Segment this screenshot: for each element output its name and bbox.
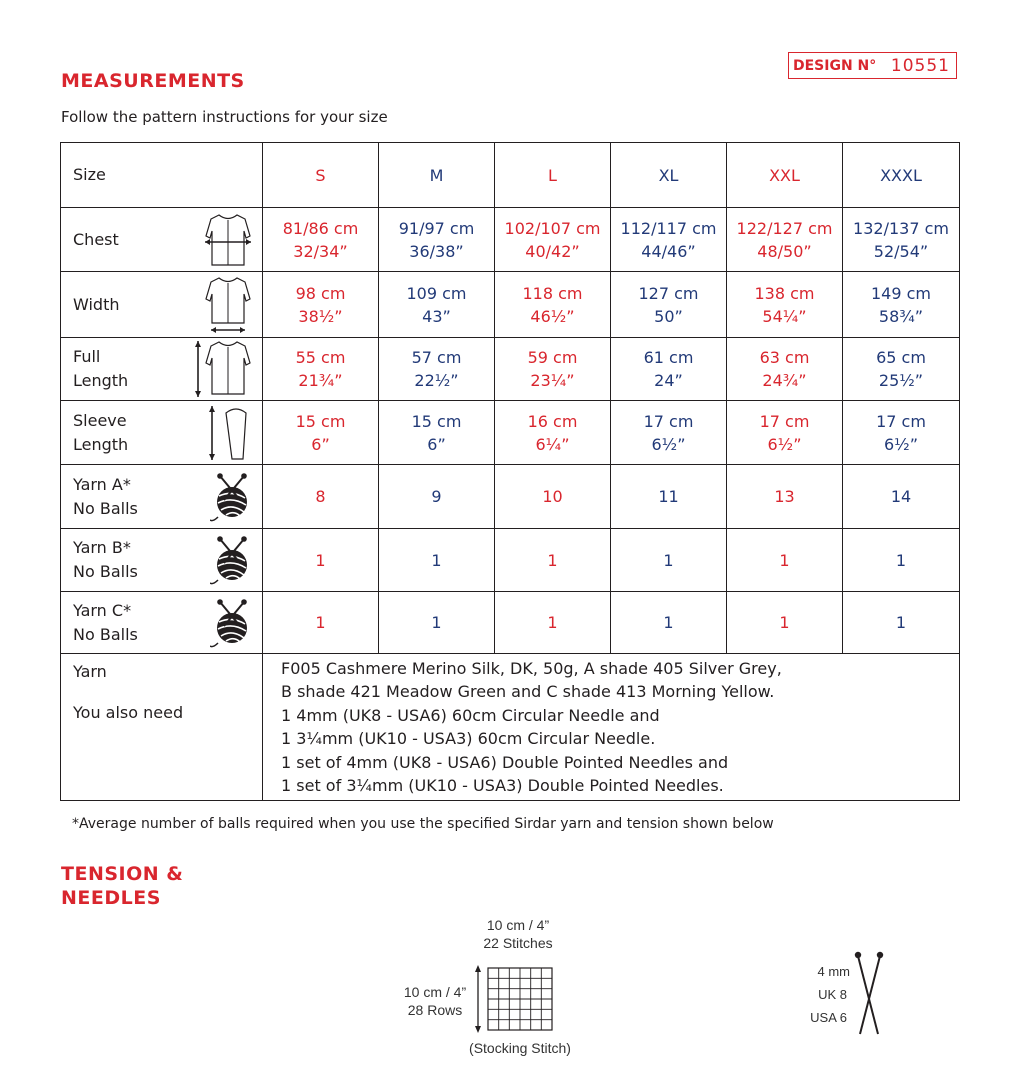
yarn-c-row <box>61 592 960 654</box>
row-label: Width <box>73 294 120 314</box>
yarn-c-m: 1 <box>379 592 495 654</box>
chest-diagram-icon <box>202 212 254 268</box>
yarn-details-row <box>61 654 960 801</box>
needle-mm-label: 4 mm <box>817 964 850 979</box>
yarn-label-cell <box>61 654 263 801</box>
row-label: Yarn B* <box>73 538 131 557</box>
yarn-line: 1 3¼mm (UK10 - USA3) 60cm Circular Needle. <box>281 729 656 748</box>
design-number-box <box>788 52 957 79</box>
yarn-c-s: 1 <box>263 592 379 654</box>
sleeve-length-diagram-icon <box>202 403 254 463</box>
yarn-c-l: 1 <box>495 592 611 654</box>
yarn-b-l: 1 <box>495 529 611 592</box>
row-label: Length <box>73 371 129 390</box>
measurements-heading: MEASUREMENTS <box>61 70 245 92</box>
yarn-a-l: 10 <box>495 465 611 529</box>
row-label: Full <box>73 347 101 366</box>
row-label: Yarn A* <box>73 474 131 494</box>
yarn-b-xxxl: 1 <box>843 529 960 592</box>
width-diagram-icon <box>202 275 254 335</box>
chest-xxl-cm: 122/127 cm <box>736 218 833 238</box>
sleeve-l-cm: 16 cm <box>527 411 578 431</box>
needle-uk-label: UK 8 <box>818 987 847 1002</box>
tension-heading-line: TENSION & <box>61 863 184 885</box>
row-label-cell <box>61 592 263 654</box>
chest-l-cm: 102/107 cm <box>504 218 601 238</box>
row-label-cell <box>61 208 263 272</box>
width-l-cm: 118 cm <box>522 283 583 303</box>
chest-xxxl-cm: 132/137 cm <box>853 218 949 238</box>
yarn-a-m: 9 <box>379 465 495 529</box>
chest-row <box>61 208 960 272</box>
stitch-type-label: (Stocking Stitch) <box>469 1040 571 1056</box>
row-label-cell <box>61 529 263 592</box>
full-length-l-cm: 59 cm <box>527 348 578 367</box>
yarn-b-m: 1 <box>379 529 495 592</box>
chest-xxxl-in: 52/54” <box>873 241 929 261</box>
width-m-in: 43” <box>422 306 451 326</box>
row-label-cell <box>61 338 263 401</box>
chest-m-cm: 91/97 cm <box>398 218 475 238</box>
size-header-xxxl: XXXL <box>843 143 960 208</box>
tension-rows-label: 28 Rows <box>407 1002 463 1018</box>
width-row <box>61 272 960 338</box>
full-length-xxl-cm: 63 cm <box>759 348 810 367</box>
tension-heading <box>61 862 183 910</box>
chest-l-in: 40/42” <box>525 241 580 261</box>
chest-s-cm: 81/86 cm <box>282 218 359 238</box>
sleeve-length-row <box>61 401 960 465</box>
yarn-line: 1 set of 4mm (UK8 - USA6) Double Pointed Needles and <box>281 752 729 772</box>
tension-heading-line: NEEDLES <box>61 887 161 909</box>
yarn-a-xxxl: 14 <box>843 465 960 529</box>
sleeve-xxxl-cm: 17 cm <box>876 411 926 431</box>
yarn-line: B shade 421 Meadow Green and C shade 413 Morning Yellow. <box>281 682 775 701</box>
needle-usa-label: USA 6 <box>810 1010 847 1025</box>
yarn-a-xxl: 13 <box>727 465 843 529</box>
yarn-line: F005 Cashmere Merino Silk, DK, 50g, A shade 405 Silver Grey, <box>281 658 782 678</box>
yarn-details-cell <box>263 654 960 801</box>
sleeve-xl-cm: 17 cm <box>643 411 694 431</box>
width-xl-cm: 127 cm <box>638 283 699 303</box>
full-length-xl-cm: 61 cm <box>643 348 694 367</box>
yarn-a-row <box>61 465 960 529</box>
full-length-l-in: 23¼” <box>530 371 575 390</box>
row-label: Sleeve <box>73 410 127 430</box>
sleeve-s-in: 6” <box>311 434 330 454</box>
yarn-ball-icon <box>210 533 254 587</box>
full-length-s-in: 21¾” <box>298 371 343 390</box>
sleeve-xxxl-in: 6½” <box>884 434 918 454</box>
chest-s-in: 32/34” <box>293 241 348 261</box>
also-need-label: You also need <box>73 703 184 722</box>
tension-stitches-label: 22 Stitches <box>483 935 553 951</box>
size-header-xl: XL <box>611 143 727 208</box>
full-length-xxxl-cm: 65 cm <box>876 348 926 367</box>
yarn-a-s: 8 <box>263 465 379 529</box>
tension-swatch-grid <box>470 962 556 1034</box>
yarn-line: 1 4mm (UK8 - USA6) 60cm Circular Needle and <box>281 705 660 725</box>
full-length-xxl-in: 24¾” <box>762 371 807 390</box>
yarn-c-xl: 1 <box>611 592 727 654</box>
size-header-l: L <box>495 143 611 208</box>
tension-width-label: 10 cm / 4” <box>486 917 550 933</box>
yarn-c-xxxl: 1 <box>843 592 960 654</box>
sleeve-m-cm: 15 cm <box>411 411 462 431</box>
design-number: 10551 <box>890 55 950 76</box>
row-label: Chest <box>73 229 119 249</box>
width-xxxl-in: 58¾” <box>878 306 924 326</box>
row-label: No Balls <box>73 624 138 644</box>
full-length-m-cm: 57 cm <box>411 348 462 367</box>
width-xxl-cm: 138 cm <box>754 283 815 303</box>
full-length-diagram-icon <box>192 338 254 400</box>
yarn-b-row <box>61 529 960 592</box>
intro-text: Follow the pattern instructions for your size <box>61 108 388 126</box>
row-label-cell <box>61 465 263 529</box>
measurements-table <box>60 142 960 801</box>
sleeve-xl-in: 6½” <box>651 434 686 454</box>
yarn-c-xxl: 1 <box>727 592 843 654</box>
chest-xl-in: 44/46” <box>641 241 696 261</box>
full-length-xxxl-in: 25½” <box>878 371 924 390</box>
yarn-b-xl: 1 <box>611 529 727 592</box>
full-length-xl-in: 24” <box>654 371 683 390</box>
size-header-s: S <box>263 143 379 208</box>
size-header-m: M <box>379 143 495 208</box>
chest-m-in: 36/38” <box>409 241 464 261</box>
yarn-line: 1 set of 3¼mm (UK10 - USA3) Double Pointed Needles. <box>281 776 724 795</box>
size-header-row <box>61 143 960 208</box>
chest-xxl-in: 48/50” <box>757 241 812 261</box>
design-label: DESIGN N° <box>793 57 877 74</box>
row-label: Yarn C* <box>73 600 132 620</box>
yarn-label: Yarn <box>73 662 107 681</box>
yarn-a-xl: 11 <box>611 465 727 529</box>
size-label: Size <box>61 143 263 208</box>
yarn-b-s: 1 <box>263 529 379 592</box>
row-label-cell <box>61 401 263 465</box>
width-s-in: 38½” <box>298 306 343 326</box>
width-xl-in: 50” <box>654 306 683 326</box>
full-length-m-in: 22½” <box>414 371 459 390</box>
yarn-ball-icon <box>210 596 254 650</box>
row-label: No Balls <box>73 562 138 581</box>
row-label: No Balls <box>73 498 138 518</box>
sleeve-l-in: 6¼” <box>535 434 570 454</box>
full-length-row <box>61 338 960 401</box>
crossed-needles-icon <box>852 948 886 1038</box>
full-length-s-cm: 55 cm <box>295 348 346 367</box>
sleeve-s-cm: 15 cm <box>295 411 346 431</box>
chest-xl-cm: 112/117 cm <box>620 218 717 238</box>
width-xxxl-cm: 149 cm <box>870 283 931 303</box>
sleeve-xxl-cm: 17 cm <box>759 411 810 431</box>
row-label-cell <box>61 272 263 338</box>
yarn-ball-icon <box>210 470 254 524</box>
tension-height-label: 10 cm / 4” <box>403 984 467 1000</box>
width-xxl-in: 54¼” <box>762 306 807 326</box>
yarn-b-xxl: 1 <box>727 529 843 592</box>
row-label: Length <box>73 434 129 454</box>
footnote: *Average number of balls required when you use the specified Sirdar yarn and tension shown below <box>72 816 774 832</box>
sleeve-xxl-in: 6½” <box>767 434 802 454</box>
width-m-cm: 109 cm <box>406 283 467 303</box>
width-s-cm: 98 cm <box>295 283 346 303</box>
width-l-in: 46½” <box>530 306 575 326</box>
sleeve-m-in: 6” <box>427 434 446 454</box>
size-header-xxl: XXL <box>727 143 843 208</box>
